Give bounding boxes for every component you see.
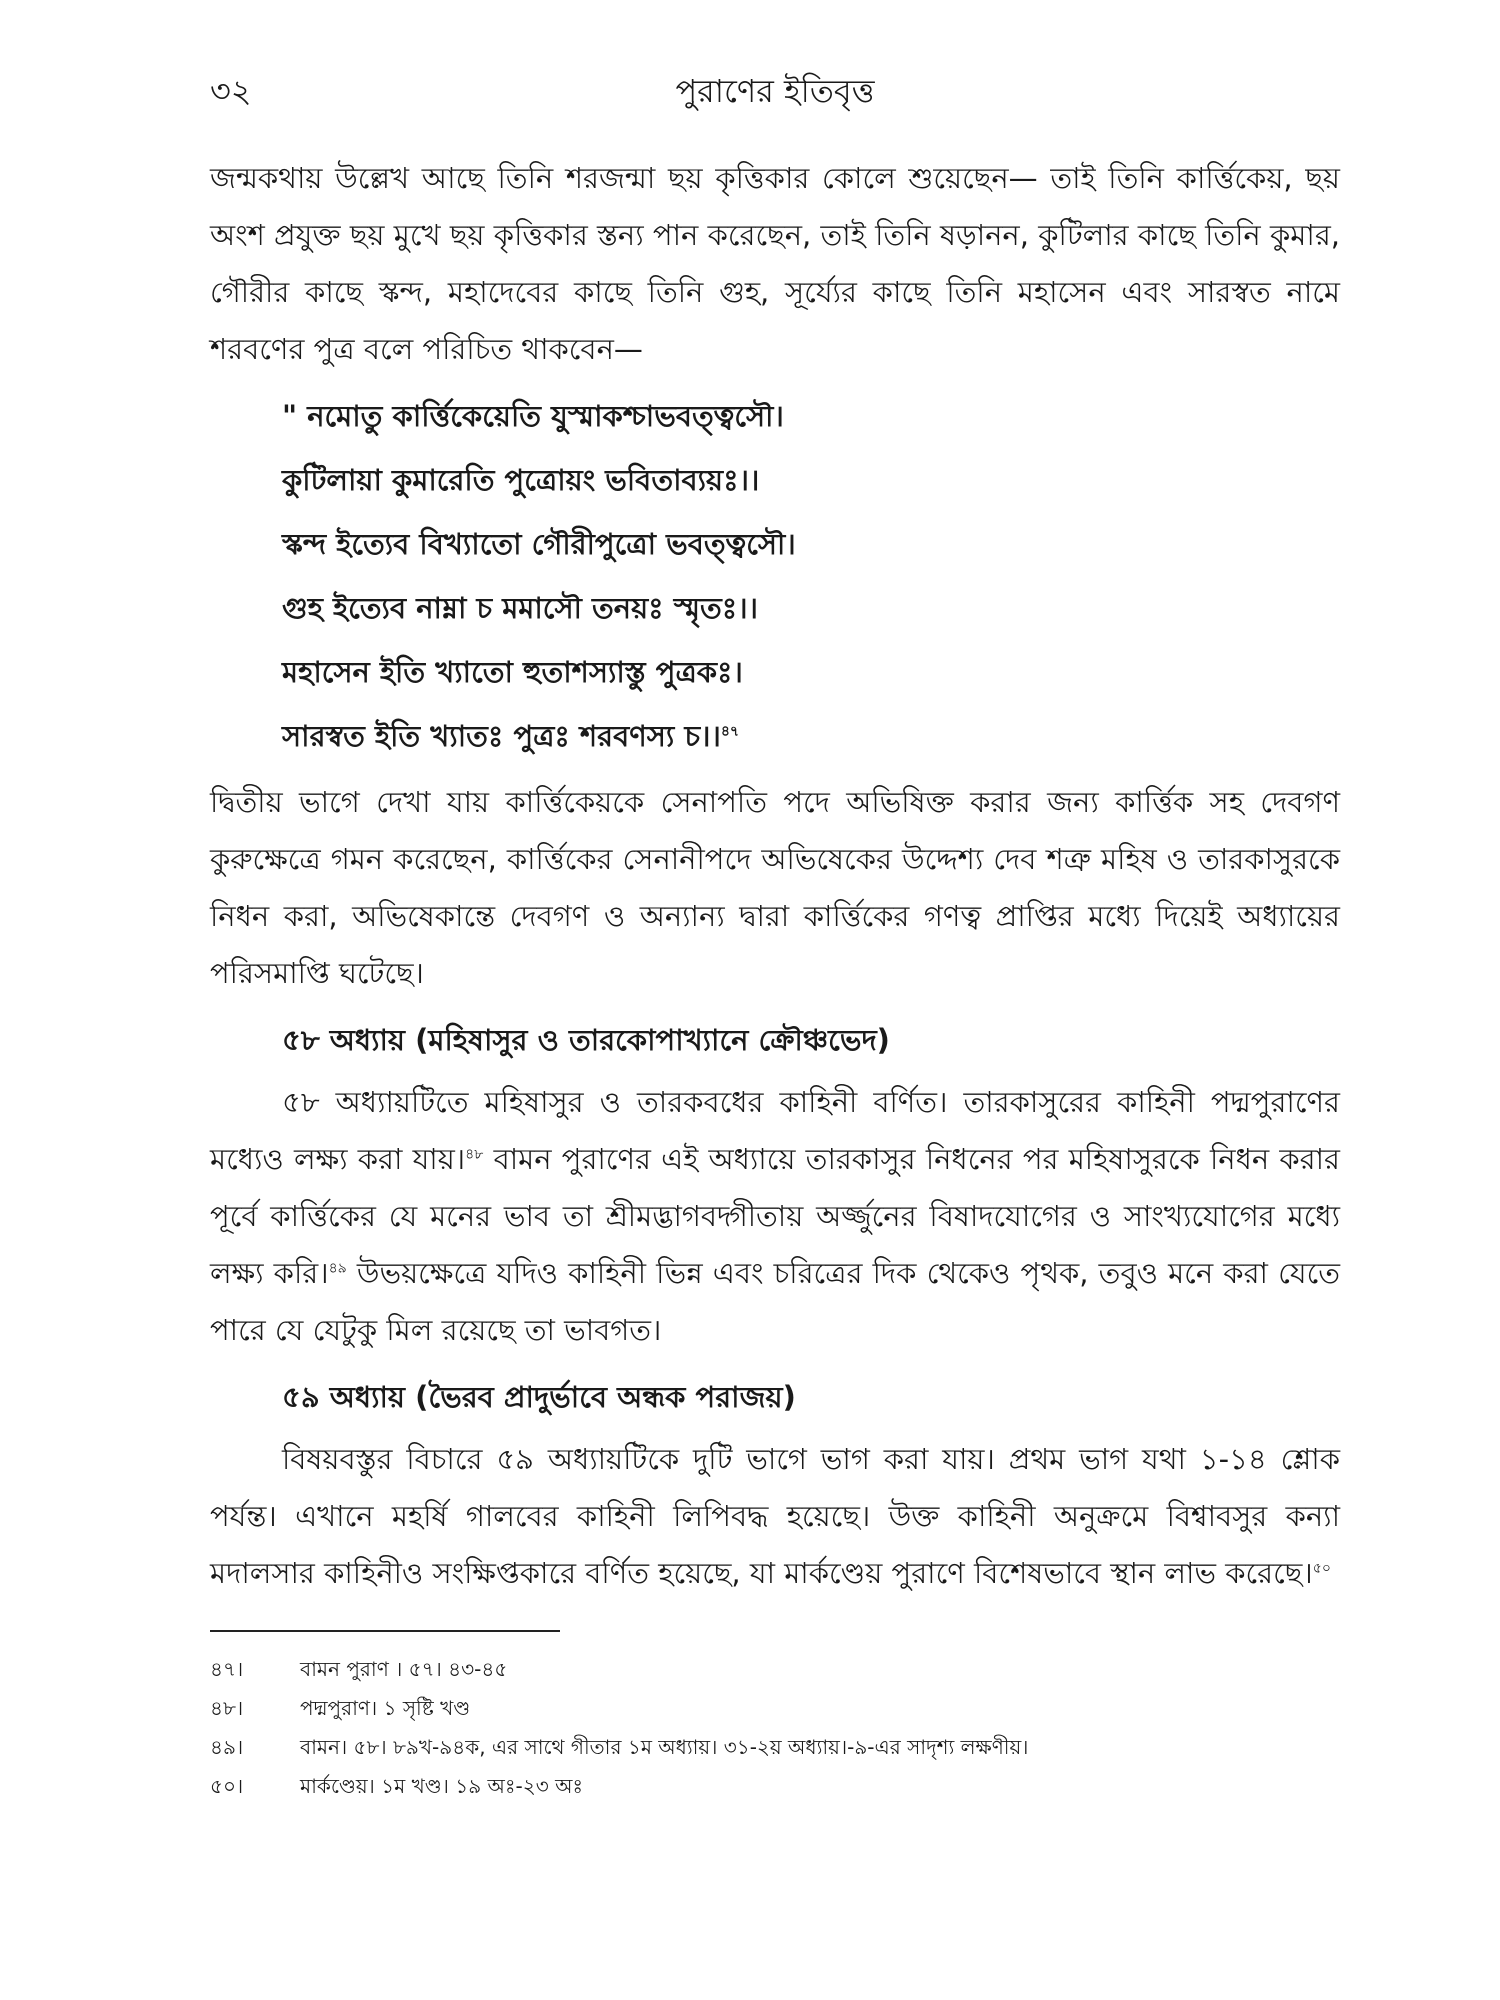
footnote-number: ৪৮। <box>210 1696 244 1720</box>
paragraph-text: ৫৮ অধ্যায়টিতে মহিষাসুর ও তারকবধের কাহিনী বর্ণিত। তারকাসুরের কাহিনী পদ্মপুরাণের মধ্যেও লক্ষ্য করা যায়। <box>210 1085 1340 1176</box>
chapter-heading-59: ৫৯ অধ্যায় (ভৈরব প্রাদুর্ভাবে অন্ধক পরাজয়) <box>282 1380 796 1414</box>
page-header <box>210 60 1340 120</box>
footnote-text: মার্কণ্ডেয়। ১ম খণ্ড। ১৯ অঃ-২৩ অঃ <box>300 1774 584 1798</box>
verse-line: মহাসেন ইতি খ্যাতো হুতাশস্যাস্তু পুত্রকঃ। <box>282 655 743 689</box>
footnote-ref: ৫০ <box>1312 1560 1331 1577</box>
footnote-ref: ৪৯ <box>328 1260 347 1277</box>
book-page <box>210 60 1340 1806</box>
footnote <box>210 1767 1340 1806</box>
footnote-number: ৫০। <box>210 1774 244 1798</box>
paragraph-text: বিষয়বস্তুর বিচারে ৫৯ অধ্যায়টিকে দুটি ভাগে ভাগ করা যায়। প্রথম ভাগ যথা ১-১৪ শ্লোক পর্যন্ত। এখানে মহর্ষি গালবের কাহিনী লিপিবদ্ধ হয়েছে। উক্ত কাহিনী অনুক্রমে বিশ্বাবসুর কন্যা মদালসার কাহিনীও সংক্ষিপ্তকারে বর্ণিত হয়েছে, যা মার্কণ্ডেয় পুরাণে বিশেষভাবে স্থান লাভ করেছে। <box>210 1442 1340 1590</box>
verse-last-text: সারস্বত ইতি খ্যাতঃ পুত্রঃ শরবণস্য চ।। <box>282 719 721 753</box>
verse-line-last <box>282 704 1340 768</box>
footnote-divider <box>210 1630 560 1632</box>
footnote-text: বামন। ৫৮। ৮৯খ-৯৪ক, এর সাথে গীতার ১ম অধ্যায়। ৩১-২য় অধ্যায়।-৯-এর সাদৃশ্য লক্ষণীয়। <box>300 1735 1029 1759</box>
paragraph-text: বামন পুরাণের এই অধ্যায়ে তারকাসুর নিধনের পর মহিষাসুরকে নিধন করার পূর্বে কার্ত্তিকের যে মনের ভাব তা শ্রীমদ্ভাগবদ্গীতায় অর্জ্জুনের বিষাদযোগের ও সাংখ্যযোগের মধ্যে লক্ষ্য করি। <box>210 1142 1340 1290</box>
footnote-text: পদ্মপুরাণ। ১ সৃষ্টি খণ্ড <box>300 1696 471 1720</box>
sanskrit-verse <box>282 384 1340 768</box>
footnote-number: ৪৭। <box>210 1657 244 1681</box>
paragraph-birth-story: জন্মকথায় উল্লেখ আছে তিনি শরজন্মা ছয় কৃত্তিকার কোলে শুয়েছেন— তাই তিনি কার্ত্তিকেয়, ছয় অংশ প্রযুক্ত ছয় মুখে ছয় কৃত্তিকার স্তন্য পান করেছেন, তাই তিনি ষড়ানন, কুটিলার কাছে তিনি কুমার, গৌরীর কাছে স্কন্দ, মহাদেবের কাছে তিনি গুহ, সূর্য্যের কাছে তিনি মহাসেন এবং সারস্বত নামে শরবণের পুত্র বলে পরিচিত থাকবেন— <box>210 161 1340 366</box>
verse-line: " নমোতু কার্ত্তিকেয়েতি যুস্মাকশ্চাভবত্ত্বসৌ। <box>282 399 784 433</box>
paragraph-text: উভয়ক্ষেত্রে যদিও কাহিনী ভিন্ন এবং চরিত্রের দিক থেকেও পৃথক, তবুও মনে করা যেতে পারে যে যেটুকু মিল রয়েছে তা ভাবগত। <box>210 1256 1340 1347</box>
footnote <box>210 1650 1340 1689</box>
paragraph-chapter-59 <box>210 1431 1340 1602</box>
running-title: পুরাণের ইতিবৃত্ত <box>675 72 875 110</box>
footnote <box>210 1689 1340 1728</box>
chapter-heading-58: ৫৮ অধ্যায় (মহিষাসুর ও তারকোপাখ্যানে ক্রৌঞ্চভেদ) <box>282 1023 890 1057</box>
paragraph-second-part: দ্বিতীয় ভাগে দেখা যায় কার্ত্তিকেয়কে সেনাপতি পদে অভিষিক্ত করার জন্য কার্ত্তিক সহ দেবগণ কুরুক্ষেত্রে গমন করেছেন, কার্ত্তিকের সেনানীপদে অভিষেকের উদ্দেশ্য দেব শত্রু মহিষ ও তারকাসুরকে নিধন করা, অভিষেকান্তে দেবগণ ও অন্যান্য দ্বারা কার্ত্তিকের গণত্ব প্রাপ্তির মধ্যে দিয়েই অধ্যায়ের পরিসমাপ্তি ঘটেছে। <box>210 785 1340 990</box>
footnote-ref: ৪৭ <box>720 723 740 740</box>
footnote-text: বামন পুরাণ । ৫৭। ৪৩-৪৫ <box>300 1657 508 1681</box>
footnote-ref: ৪৮ <box>465 1146 484 1163</box>
verse-line: কুটিলায়া কুমারেতি পুত্রোয়ং ভবিতাব্যয়ঃ।। <box>282 463 760 497</box>
page-number: ৩২ <box>210 72 252 110</box>
body-text <box>210 150 1340 1602</box>
verse-line: গুহ ইত্যেব নাম্না চ মমাসৌ তনয়ঃ স্মৃতঃ।। <box>282 591 758 625</box>
footnote-number: ৪৯। <box>210 1735 244 1759</box>
verse-line: স্কন্দ ইত্যেব বিখ্যাতো গৌরীপুত্রো ভবত্ত্বসৌ। <box>282 527 796 561</box>
paragraph-chapter-58 <box>210 1074 1340 1359</box>
footnote <box>210 1728 1340 1767</box>
footnotes <box>210 1650 1340 1806</box>
